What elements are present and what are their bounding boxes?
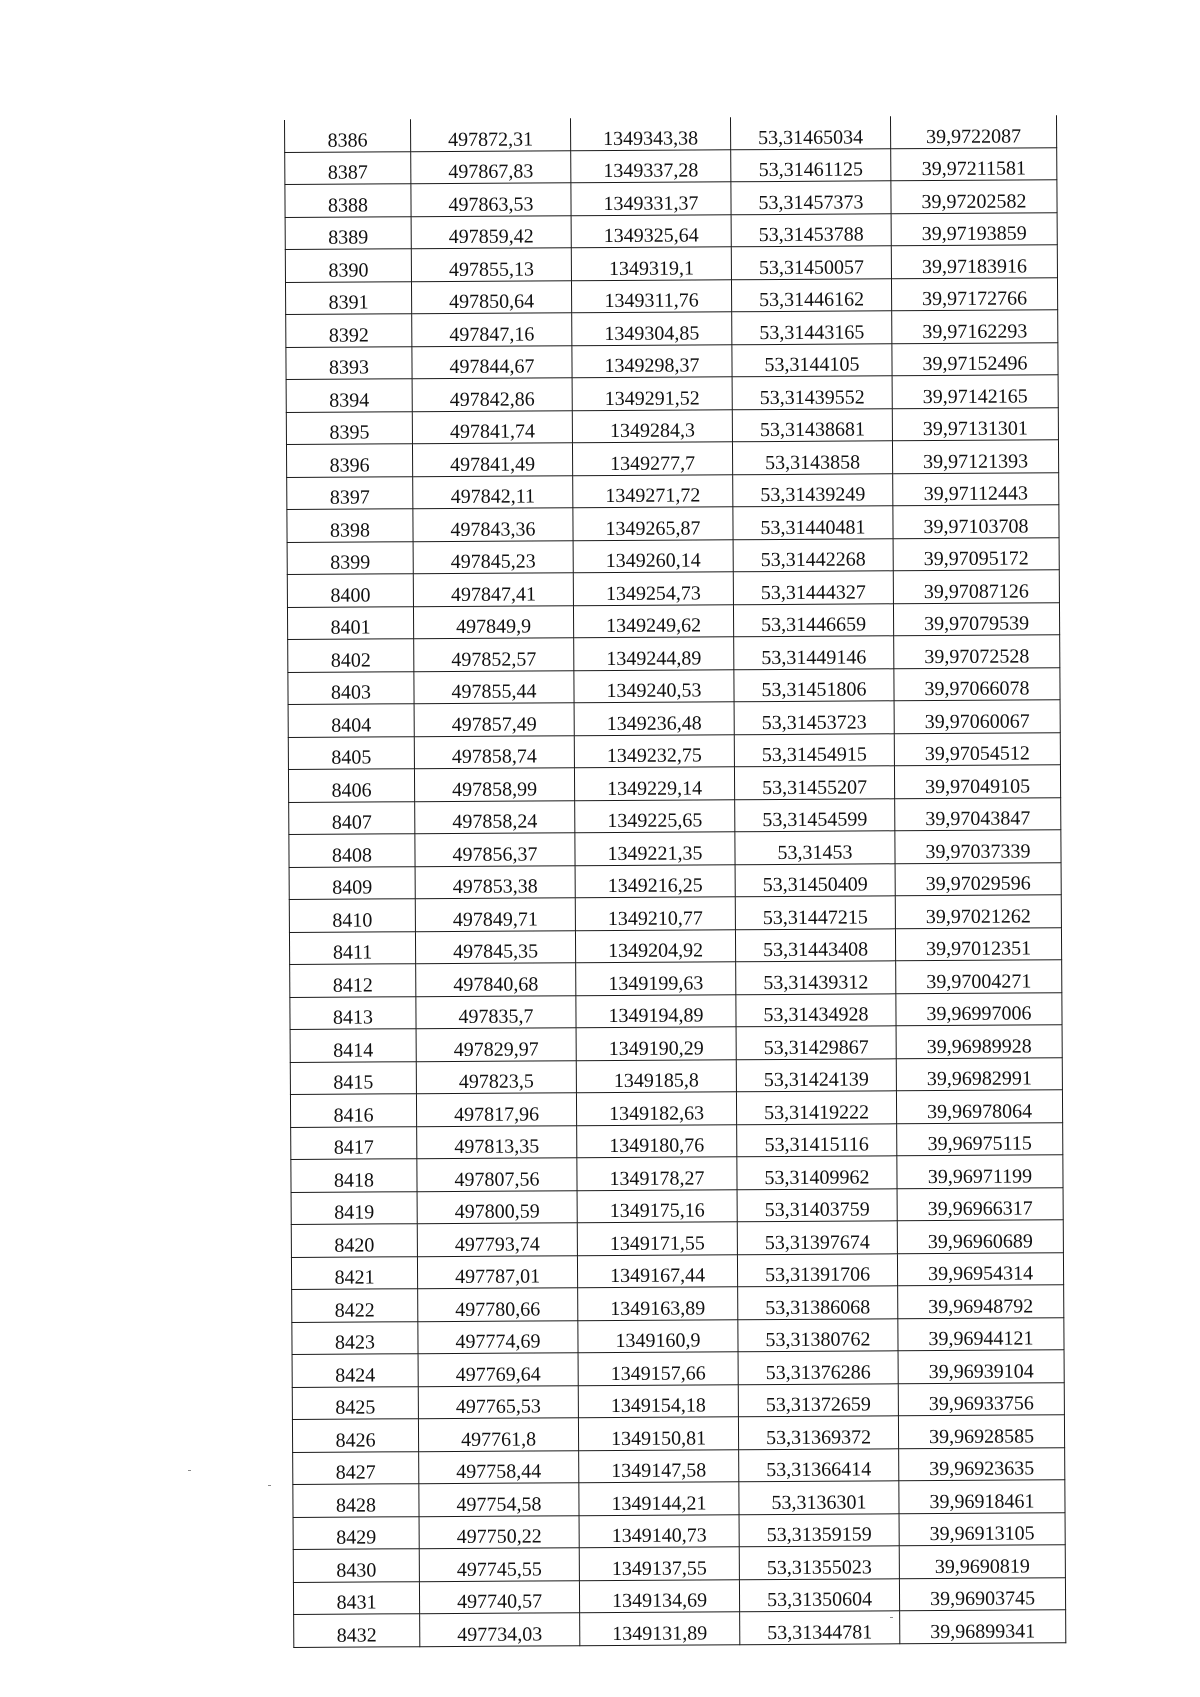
point-number-cell: 8425 [292, 1386, 418, 1419]
point-number-cell: 8398 [287, 509, 413, 542]
longitude-cell: 39,96944121 [898, 1317, 1064, 1351]
point-number-cell: 8400 [287, 574, 413, 607]
table-row [293, 1512, 1065, 1549]
point-number-cell: 8428 [293, 1484, 419, 1517]
longitude-cell: 39,96939104 [898, 1350, 1064, 1384]
longitude-cell: 39,96978064 [896, 1090, 1062, 1124]
point-number-cell: 8386 [285, 119, 411, 152]
longitude-cell: 39,97037339 [895, 830, 1061, 864]
table-row [285, 115, 1057, 152]
x-coordinate-cell: 497745,55 [419, 1548, 579, 1581]
latitude-cell: 53,31429867 [736, 1026, 896, 1059]
y-coordinate-cell: 1349260,14 [573, 539, 733, 572]
y-coordinate-cell: 1349236,48 [574, 702, 734, 735]
point-number-cell: 8412 [290, 964, 416, 997]
latitude-cell: 53,31457373 [731, 181, 891, 214]
latitude-cell: 53,31454599 [735, 798, 895, 831]
latitude-cell: 53,3136301 [739, 1481, 899, 1514]
longitude-cell: 39,97142165 [892, 375, 1058, 409]
latitude-cell: 53,31444327 [733, 571, 893, 604]
x-coordinate-cell: 497872,31 [410, 118, 570, 151]
x-coordinate-cell: 497849,9 [413, 605, 573, 638]
table-row [287, 472, 1059, 509]
y-coordinate-cell: 1349180,76 [577, 1124, 737, 1157]
x-coordinate-cell: 497765,53 [418, 1385, 578, 1418]
x-coordinate-cell: 497845,35 [415, 930, 575, 963]
x-coordinate-cell: 497852,57 [414, 638, 574, 671]
longitude-cell: 39,96918461 [899, 1480, 1065, 1514]
x-coordinate-cell: 497829,97 [416, 1028, 576, 1061]
longitude-cell: 39,96923635 [899, 1447, 1065, 1481]
x-coordinate-cell: 497740,57 [419, 1580, 579, 1613]
table-row [288, 732, 1060, 769]
table-row [290, 1057, 1062, 1094]
y-coordinate-cell: 1349216,25 [575, 864, 735, 897]
x-coordinate-cell: 497847,41 [413, 573, 573, 606]
point-number-cell: 8408 [289, 834, 415, 867]
latitude-cell: 53,31439312 [736, 961, 896, 994]
y-coordinate-cell: 1349160,9 [578, 1319, 738, 1352]
point-number-cell: 8429 [293, 1516, 419, 1549]
longitude-cell: 39,97152496 [892, 342, 1058, 376]
x-coordinate-cell: 497758,44 [419, 1450, 579, 1483]
point-number-cell: 8415 [290, 1061, 416, 1094]
latitude-cell: 53,31380762 [738, 1318, 898, 1351]
latitude-cell: 53,31453 [735, 831, 895, 864]
table-row [290, 960, 1062, 997]
y-coordinate-cell: 1349343,38 [570, 117, 730, 150]
table-row [291, 1187, 1063, 1224]
y-coordinate-cell: 1349199,63 [576, 962, 736, 995]
x-coordinate-cell: 497857,49 [414, 703, 574, 736]
latitude-cell: 53,3144105 [732, 343, 892, 376]
x-coordinate-cell: 497842,11 [413, 475, 573, 508]
latitude-cell: 53,31355023 [739, 1546, 899, 1579]
longitude-cell: 39,97012351 [895, 927, 1061, 961]
table-row [285, 147, 1057, 184]
longitude-cell: 39,96913105 [899, 1512, 1065, 1546]
latitude-cell: 53,31397674 [737, 1221, 897, 1254]
x-coordinate-cell: 497863,53 [411, 183, 571, 216]
x-coordinate-cell: 497855,13 [411, 248, 571, 281]
table-row [291, 1220, 1063, 1257]
y-coordinate-cell: 1349185,8 [576, 1059, 736, 1092]
longitude-cell: 39,97004271 [896, 960, 1062, 994]
longitude-cell: 39,96997006 [896, 992, 1062, 1026]
point-number-cell: 8421 [291, 1256, 417, 1289]
point-number-cell: 8390 [285, 249, 411, 282]
table-row [293, 1577, 1065, 1614]
latitude-cell: 53,31369372 [738, 1416, 898, 1449]
latitude-cell: 53,31359159 [739, 1513, 899, 1546]
point-number-cell: 8416 [290, 1094, 416, 1127]
longitude-cell: 39,96982991 [896, 1057, 1062, 1091]
x-coordinate-cell: 497853,38 [415, 865, 575, 898]
scan-speck [188, 1470, 191, 1471]
y-coordinate-cell: 1349221,35 [575, 832, 735, 865]
y-coordinate-cell: 1349311,76 [571, 279, 731, 312]
longitude-cell: 39,97103708 [893, 505, 1059, 539]
point-number-cell: 8432 [294, 1614, 420, 1647]
y-coordinate-cell: 1349131,89 [580, 1612, 740, 1645]
table-row [292, 1415, 1064, 1452]
latitude-cell: 53,31453788 [731, 213, 891, 246]
latitude-cell: 53,31446162 [731, 278, 891, 311]
table-row [285, 277, 1057, 314]
y-coordinate-cell: 1349190,29 [576, 1027, 736, 1060]
x-coordinate-cell: 497845,23 [413, 540, 573, 573]
point-number-cell: 8405 [288, 736, 414, 769]
point-number-cell: 8423 [292, 1321, 418, 1354]
point-number-cell: 8426 [292, 1419, 418, 1452]
point-number-cell: 8401 [287, 606, 413, 639]
y-coordinate-cell: 1349163,89 [578, 1287, 738, 1320]
longitude-cell: 39,96989928 [896, 1025, 1062, 1059]
longitude-cell: 39,96933756 [898, 1382, 1064, 1416]
coordinates-table [284, 115, 1066, 1647]
x-coordinate-cell: 497754,58 [419, 1483, 579, 1516]
point-number-cell: 8391 [285, 281, 411, 314]
y-coordinate-cell: 1349194,89 [576, 994, 736, 1027]
y-coordinate-cell: 1349178,27 [577, 1157, 737, 1190]
x-coordinate-cell: 497840,68 [416, 963, 576, 996]
y-coordinate-cell: 1349167,44 [577, 1254, 737, 1287]
longitude-cell: 39,97066078 [894, 667, 1060, 701]
y-coordinate-cell: 1349175,16 [577, 1189, 737, 1222]
table-row [287, 602, 1059, 639]
latitude-cell: 53,31453723 [734, 701, 894, 734]
x-coordinate-cell: 497813,35 [417, 1125, 577, 1158]
y-coordinate-cell: 1349154,18 [578, 1384, 738, 1417]
table-row [294, 1610, 1066, 1647]
table-row [288, 667, 1060, 704]
point-number-cell: 8414 [290, 1029, 416, 1062]
table-row [286, 440, 1058, 477]
latitude-cell: 53,31419222 [736, 1091, 896, 1124]
x-coordinate-cell: 497793,74 [417, 1223, 577, 1256]
latitude-cell: 53,31443408 [735, 928, 895, 961]
latitude-cell: 53,31447215 [735, 896, 895, 929]
latitude-cell: 53,31424139 [736, 1058, 896, 1091]
longitude-cell: 39,96966317 [897, 1187, 1063, 1221]
point-number-cell: 8411 [289, 931, 415, 964]
x-coordinate-cell: 497844,67 [412, 345, 572, 378]
x-coordinate-cell: 497780,66 [418, 1288, 578, 1321]
y-coordinate-cell: 1349150,81 [578, 1417, 738, 1450]
longitude-cell: 39,97049105 [894, 765, 1060, 799]
y-coordinate-cell: 1349291,52 [572, 377, 732, 410]
latitude-cell: 53,31415116 [737, 1123, 897, 1156]
latitude-cell: 53,31366414 [739, 1448, 899, 1481]
point-number-cell: 8394 [286, 379, 412, 412]
table-row [290, 1025, 1062, 1062]
latitude-cell: 53,3143858 [732, 441, 892, 474]
longitude-cell: 39,97072528 [894, 635, 1060, 669]
table-row [290, 1090, 1062, 1127]
point-number-cell: 8393 [286, 346, 412, 379]
y-coordinate-cell: 1349337,28 [571, 149, 731, 182]
table-row [292, 1350, 1064, 1387]
x-coordinate-cell: 497734,03 [420, 1613, 580, 1646]
x-coordinate-cell: 497774,69 [418, 1320, 578, 1353]
table-row [292, 1382, 1064, 1419]
table-row [285, 212, 1057, 249]
table-row [289, 927, 1061, 964]
x-coordinate-cell: 497769,64 [418, 1353, 578, 1386]
x-coordinate-cell: 497823,5 [416, 1060, 576, 1093]
y-coordinate-cell: 1349325,64 [571, 214, 731, 247]
point-number-cell: 8413 [290, 996, 416, 1029]
table-row [287, 537, 1059, 574]
x-coordinate-cell: 497847,16 [412, 313, 572, 346]
y-coordinate-cell: 1349240,53 [574, 669, 734, 702]
latitude-cell: 53,31344781 [740, 1611, 900, 1644]
longitude-cell: 39,96975115 [897, 1122, 1063, 1156]
point-number-cell: 8417 [291, 1126, 417, 1159]
x-coordinate-cell: 497867,83 [411, 150, 571, 183]
longitude-cell: 39,97121393 [892, 440, 1058, 474]
x-coordinate-cell: 497858,99 [414, 768, 574, 801]
table-row [289, 895, 1061, 932]
y-coordinate-cell: 1349157,66 [578, 1352, 738, 1385]
table-row [288, 700, 1060, 737]
x-coordinate-cell: 497858,74 [414, 735, 574, 768]
y-coordinate-cell: 1349271,72 [573, 474, 733, 507]
x-coordinate-cell: 497858,24 [415, 800, 575, 833]
latitude-cell: 53,31391706 [737, 1253, 897, 1286]
point-number-cell: 8424 [292, 1354, 418, 1387]
point-number-cell: 8418 [291, 1159, 417, 1192]
longitude-cell: 39,97211581 [891, 147, 1057, 181]
table-row [289, 830, 1061, 867]
y-coordinate-cell: 1349304,85 [572, 312, 732, 345]
latitude-cell: 53,31443165 [732, 311, 892, 344]
longitude-cell: 39,9722087 [890, 115, 1056, 148]
longitude-cell: 39,96928585 [898, 1415, 1064, 1449]
y-coordinate-cell: 1349137,55 [579, 1547, 739, 1580]
x-coordinate-cell: 497841,49 [412, 443, 572, 476]
table-row [288, 765, 1060, 802]
x-coordinate-cell: 497787,01 [417, 1255, 577, 1288]
point-number-cell: 8430 [293, 1549, 419, 1582]
point-number-cell: 8404 [288, 704, 414, 737]
x-coordinate-cell: 497859,42 [411, 215, 571, 248]
y-coordinate-cell: 1349210,77 [575, 897, 735, 930]
point-number-cell: 8402 [288, 639, 414, 672]
point-number-cell: 8399 [287, 541, 413, 574]
y-coordinate-cell: 1349182,63 [576, 1092, 736, 1125]
table-row [289, 797, 1061, 834]
point-number-cell: 8419 [291, 1191, 417, 1224]
latitude-cell: 53,31386068 [738, 1286, 898, 1319]
longitude-cell: 39,96899341 [900, 1610, 1066, 1644]
latitude-cell: 53,31451806 [734, 668, 894, 701]
point-number-cell: 8406 [288, 769, 414, 802]
longitude-cell: 39,97162293 [892, 310, 1058, 344]
longitude-cell: 39,97060067 [894, 700, 1060, 734]
table-row [285, 180, 1057, 217]
y-coordinate-cell: 1349284,3 [572, 409, 732, 442]
latitude-cell: 53,31450409 [735, 863, 895, 896]
table-row [293, 1480, 1065, 1517]
latitude-cell: 53,31403759 [737, 1188, 897, 1221]
x-coordinate-cell: 497842,86 [412, 378, 572, 411]
y-coordinate-cell: 1349265,87 [573, 507, 733, 540]
table-row [287, 505, 1059, 542]
latitude-cell: 53,31376286 [738, 1351, 898, 1384]
point-number-cell: 8389 [285, 216, 411, 249]
y-coordinate-cell: 1349232,75 [574, 734, 734, 767]
latitude-cell: 53,31446659 [733, 603, 893, 636]
longitude-cell: 39,96954314 [897, 1252, 1063, 1286]
latitude-cell: 53,31461125 [731, 148, 891, 181]
y-coordinate-cell: 1349298,37 [572, 344, 732, 377]
y-coordinate-cell: 1349225,65 [575, 799, 735, 832]
point-number-cell: 8427 [293, 1451, 419, 1484]
x-coordinate-cell: 497856,37 [415, 833, 575, 866]
x-coordinate-cell: 497855,44 [414, 670, 574, 703]
scan-speck [890, 1617, 893, 1618]
y-coordinate-cell: 1349331,37 [571, 182, 731, 215]
point-number-cell: 8403 [288, 671, 414, 704]
y-coordinate-cell: 1349140,73 [579, 1514, 739, 1547]
longitude-cell: 39,97131301 [892, 407, 1058, 441]
table-row [292, 1317, 1064, 1354]
x-coordinate-cell: 497817,96 [416, 1093, 576, 1126]
table-row [286, 375, 1058, 412]
y-coordinate-cell: 1349249,62 [573, 604, 733, 637]
x-coordinate-cell: 497800,59 [417, 1190, 577, 1223]
table-row [286, 310, 1058, 347]
table-row [292, 1285, 1064, 1322]
table-row [291, 1252, 1063, 1289]
point-number-cell: 8395 [286, 411, 412, 444]
coordinates-table-body [285, 115, 1066, 1647]
y-coordinate-cell: 1349134,69 [579, 1579, 739, 1612]
longitude-cell: 39,9690819 [899, 1545, 1065, 1579]
x-coordinate-cell: 497807,56 [417, 1158, 577, 1191]
table-row [285, 245, 1057, 282]
point-number-cell: 8410 [289, 899, 415, 932]
y-coordinate-cell: 1349204,92 [575, 929, 735, 962]
longitude-cell: 39,97183916 [891, 245, 1057, 279]
latitude-cell: 53,31449146 [734, 636, 894, 669]
table-row [289, 862, 1061, 899]
latitude-cell: 53,31434928 [736, 993, 896, 1026]
x-coordinate-cell: 497750,22 [419, 1515, 579, 1548]
point-number-cell: 8392 [286, 314, 412, 347]
point-number-cell: 8397 [287, 476, 413, 509]
y-coordinate-cell: 1349147,58 [579, 1449, 739, 1482]
table-row [293, 1447, 1065, 1484]
latitude-cell: 53,31438681 [732, 408, 892, 441]
latitude-cell: 53,31442268 [733, 538, 893, 571]
longitude-cell: 39,96960689 [897, 1220, 1063, 1254]
point-number-cell: 8407 [289, 801, 415, 834]
latitude-cell: 53,31455207 [734, 766, 894, 799]
table-row [293, 1545, 1065, 1582]
point-number-cell: 8409 [289, 866, 415, 899]
x-coordinate-cell: 497841,74 [412, 410, 572, 443]
longitude-cell: 39,97095172 [893, 537, 1059, 571]
latitude-cell: 53,31440481 [733, 506, 893, 539]
latitude-cell: 53,31450057 [731, 246, 891, 279]
longitude-cell: 39,97172766 [891, 277, 1057, 311]
x-coordinate-cell: 497843,36 [413, 508, 573, 541]
longitude-cell: 39,97202582 [891, 180, 1057, 214]
table-row [291, 1155, 1063, 1192]
point-number-cell: 8387 [285, 151, 411, 184]
longitude-cell: 39,96948792 [898, 1285, 1064, 1319]
latitude-cell: 53,31372659 [738, 1383, 898, 1416]
table-row [286, 342, 1058, 379]
point-number-cell: 8431 [293, 1581, 419, 1614]
latitude-cell: 53,31350604 [739, 1578, 899, 1611]
y-coordinate-cell: 1349244,89 [574, 637, 734, 670]
longitude-cell: 39,97112443 [893, 472, 1059, 506]
longitude-cell: 39,97021262 [895, 895, 1061, 929]
longitude-cell: 39,97043847 [895, 797, 1061, 831]
table-row [287, 570, 1059, 607]
y-coordinate-cell: 1349171,55 [577, 1222, 737, 1255]
point-number-cell: 8420 [291, 1224, 417, 1257]
y-coordinate-cell: 1349319,1 [571, 247, 731, 280]
table-row [288, 635, 1060, 672]
scan-speck [268, 1485, 271, 1486]
longitude-cell: 39,97054512 [894, 732, 1060, 766]
table-row [290, 992, 1062, 1029]
x-coordinate-cell: 497850,64 [411, 280, 571, 313]
table-row [291, 1122, 1063, 1159]
latitude-cell: 53,31454915 [734, 733, 894, 766]
point-number-cell: 8396 [286, 444, 412, 477]
point-number-cell: 8388 [285, 184, 411, 217]
x-coordinate-cell: 497761,8 [418, 1418, 578, 1451]
longitude-cell: 39,96903745 [899, 1577, 1065, 1611]
longitude-cell: 39,97079539 [893, 602, 1059, 636]
latitude-cell: 53,31409962 [737, 1156, 897, 1189]
latitude-cell: 53,31465034 [730, 116, 890, 149]
y-coordinate-cell: 1349144,21 [579, 1482, 739, 1515]
y-coordinate-cell: 1349277,7 [572, 442, 732, 475]
point-number-cell: 8422 [292, 1289, 418, 1322]
x-coordinate-cell: 497835,7 [416, 995, 576, 1028]
y-coordinate-cell: 1349254,73 [573, 572, 733, 605]
latitude-cell: 53,31439249 [733, 473, 893, 506]
latitude-cell: 53,31439552 [732, 376, 892, 409]
x-coordinate-cell: 497849,71 [415, 898, 575, 931]
longitude-cell: 39,96971199 [897, 1155, 1063, 1189]
table-row [286, 407, 1058, 444]
longitude-cell: 39,97193859 [891, 212, 1057, 246]
longitude-cell: 39,97029596 [895, 862, 1061, 896]
longitude-cell: 39,97087126 [893, 570, 1059, 604]
y-coordinate-cell: 1349229,14 [574, 767, 734, 800]
